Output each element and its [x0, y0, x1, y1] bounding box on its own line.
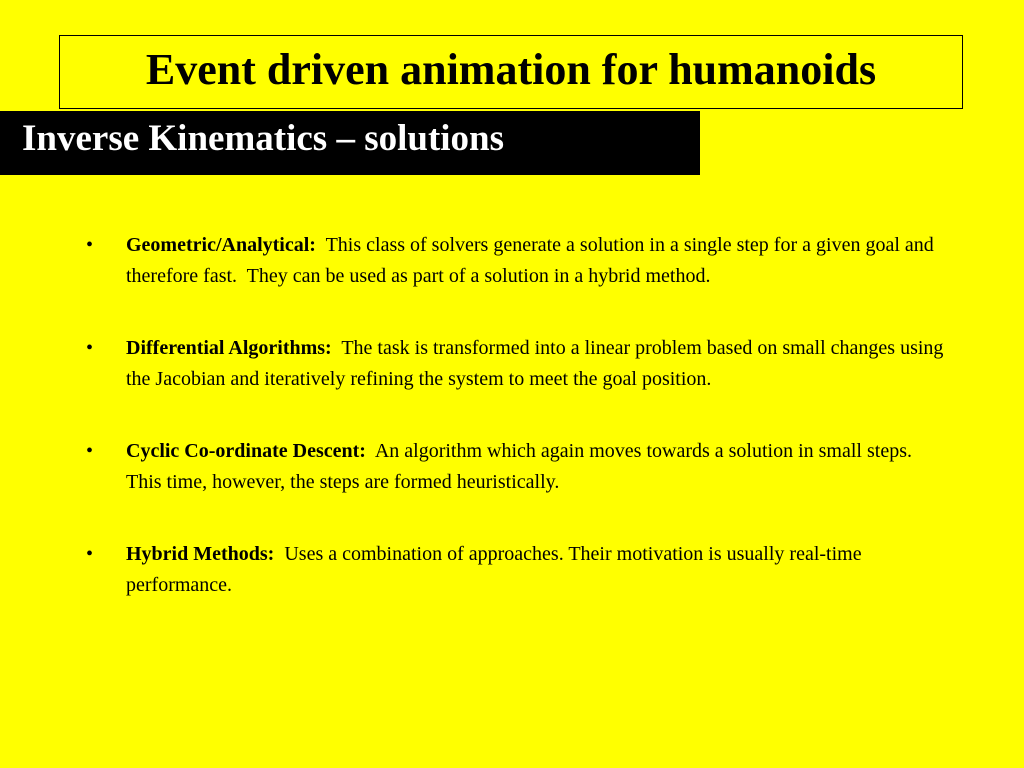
- slide-subtitle: Inverse Kinematics – solutions: [22, 117, 505, 159]
- bullet-marker: •: [86, 543, 94, 565]
- bullet-item-differential-algorithms: [86, 333, 948, 394]
- bullet-list: [86, 230, 948, 642]
- bullet-term: Hybrid Methods:: [126, 543, 275, 565]
- bullet-item-hybrid-methods: [86, 539, 948, 600]
- bullet-description: Uses a combination of approaches. Their motivation is usually real-time performance.: [126, 543, 867, 596]
- bullet-marker: •: [86, 440, 94, 462]
- bullet-item-cyclic-coordinate-descent: [86, 436, 948, 497]
- bullet-description: This class of solvers generate a solution in a single step for a given goal and therefore fast. They can be used as part of a solution in a hybrid method.: [126, 234, 939, 287]
- bullet-term: Geometric/Analytical:: [126, 234, 316, 256]
- bullet-marker: •: [86, 337, 94, 359]
- bullet-description: An algorithm which again moves towards a solution in small steps. This time, however, the steps are formed heuristically.: [126, 440, 917, 493]
- slide-title: Event driven animation for humanoids: [145, 45, 877, 94]
- bullet-description: The task is transformed into a linear problem based on small changes using the Jacobian and iteratively refining the system to meet the goal position.: [126, 337, 949, 390]
- bullet-term: Cyclic Co-ordinate Descent:: [126, 440, 366, 462]
- bullet-marker: •: [86, 234, 94, 256]
- subtitle-bar: [0, 111, 700, 175]
- title-box: [59, 35, 963, 109]
- bullet-item-geometric-analytical: [86, 230, 948, 291]
- bullet-term: Differential Algorithms:: [126, 337, 332, 359]
